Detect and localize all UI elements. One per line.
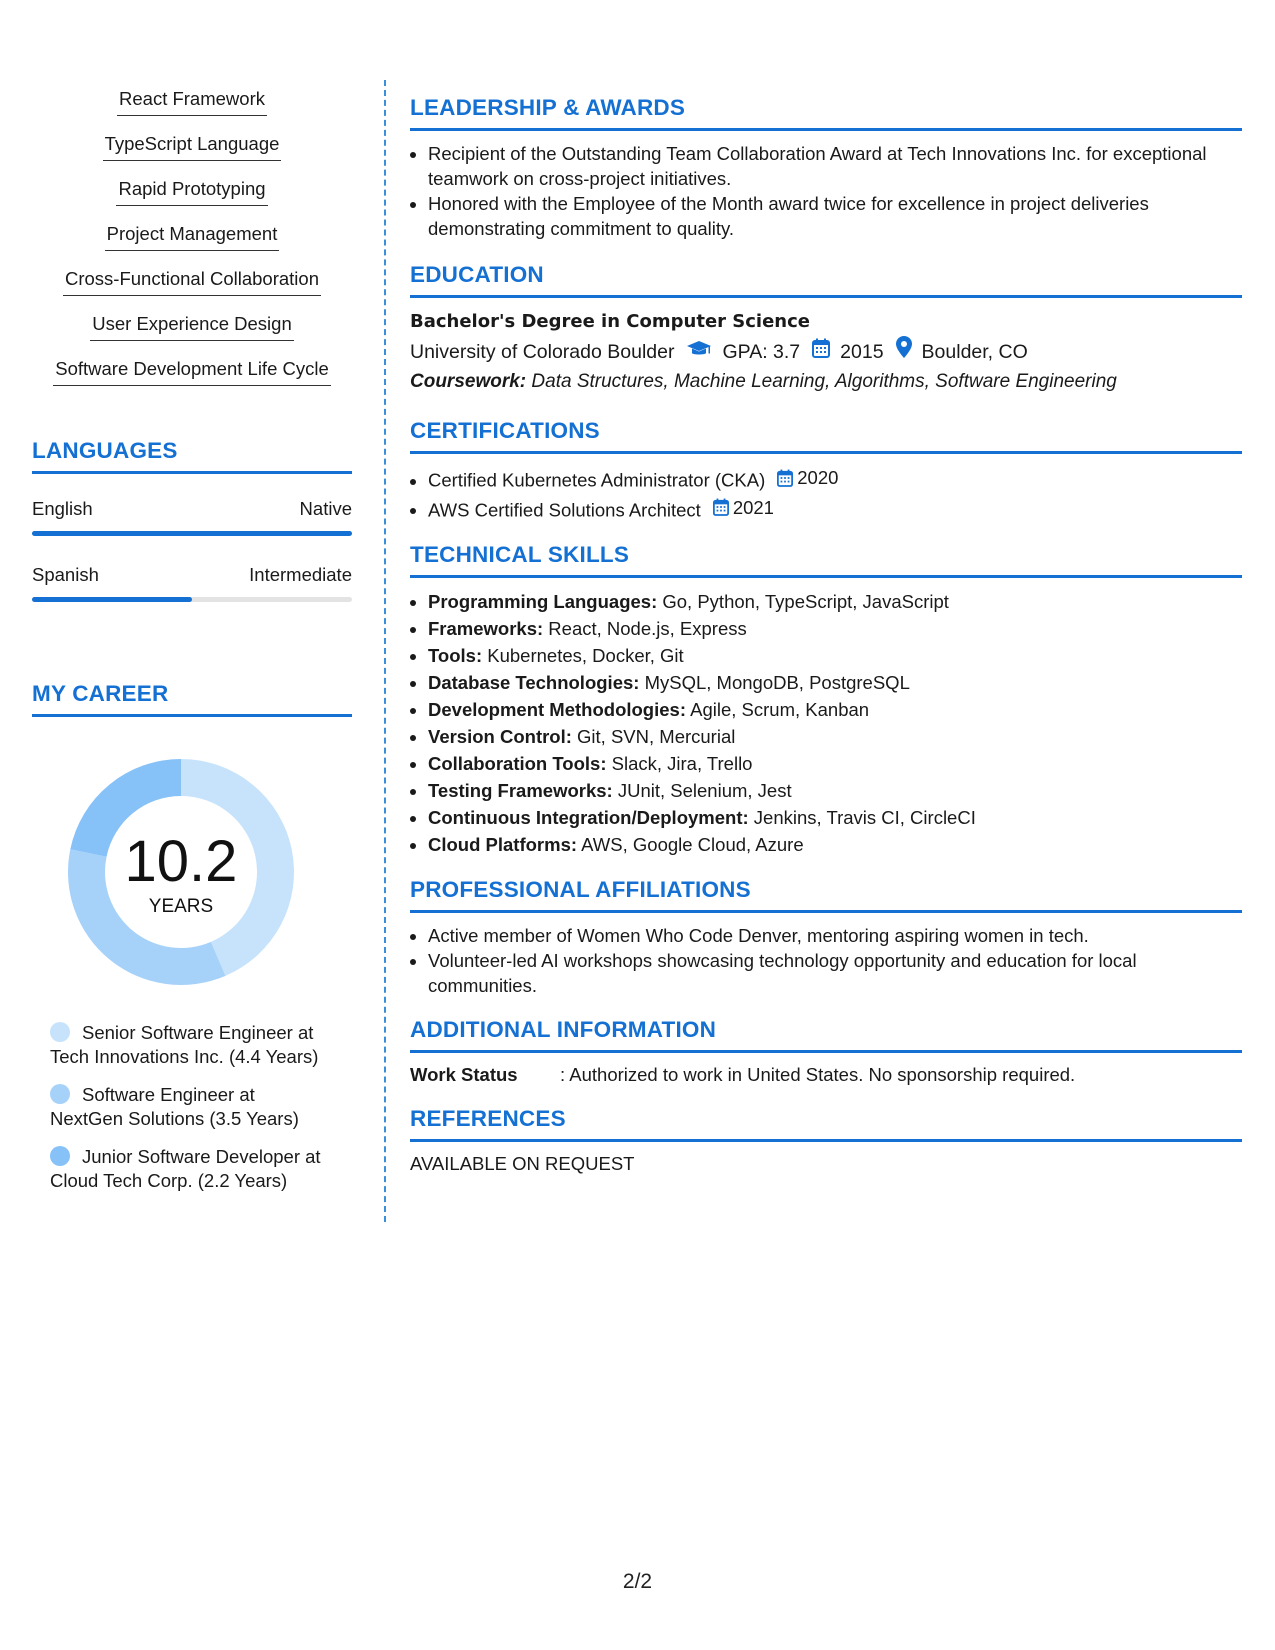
list-item xyxy=(428,723,1242,750)
gpa: GPA: 3.7 xyxy=(722,340,801,363)
technical-skills-list xyxy=(410,588,1242,858)
language-level: Native xyxy=(299,498,352,519)
list-item xyxy=(428,804,1242,831)
career-heading: MY CAREER xyxy=(32,680,352,717)
work-status-row xyxy=(410,1063,1242,1087)
career-legend-item xyxy=(50,1021,350,1069)
skill-item xyxy=(32,311,352,356)
skill-label: Programming Languages: xyxy=(428,591,658,612)
certifications-section xyxy=(410,417,1242,523)
cert-name: AWS Certified Solutions Architect xyxy=(428,499,701,520)
skill-tag: TypeScript Language xyxy=(103,131,282,161)
languages-heading: LANGUAGES xyxy=(32,437,352,474)
skill-label: Development Methodologies: xyxy=(428,699,686,720)
skill-value: Git, SVN, Mercurial xyxy=(577,726,736,747)
career-donut-chart xyxy=(66,757,296,987)
list-item xyxy=(428,588,1242,615)
education-details xyxy=(410,336,1242,367)
list-item xyxy=(428,831,1242,858)
skill-label: Testing Frameworks: xyxy=(428,780,613,801)
list-item xyxy=(428,696,1242,723)
language-proficiency-fill xyxy=(32,597,192,602)
location-pin-icon xyxy=(896,336,912,367)
references-section xyxy=(410,1105,1242,1176)
skill-value: Jenkins, Travis CI, CircleCI xyxy=(753,807,976,828)
skill-label: Continuous Integration/Deployment: xyxy=(428,807,749,828)
leadership-list xyxy=(410,141,1242,241)
technical-skills-section xyxy=(410,541,1242,858)
language-item xyxy=(32,564,352,602)
list-item: • Recipient of the Outstanding Team Collaboration Award at Tech Innovations Inc. for exceptional teamwork on cross-project initiatives. xyxy=(428,141,1242,191)
degree-title: Bachelor's Degree in Computer Science xyxy=(410,311,810,332)
skill-tag: Cross-Functional Collaboration xyxy=(63,266,321,296)
skill-tag: Rapid Prototyping xyxy=(116,176,267,206)
language-proficiency-bar xyxy=(32,531,352,536)
skill-label: Version Control: xyxy=(428,726,572,747)
role-title: Junior Software Developer at xyxy=(82,1146,321,1167)
graduation-cap-icon xyxy=(686,337,712,367)
calendar-icon xyxy=(812,337,830,367)
career-legend-item xyxy=(50,1145,350,1193)
legend-dot xyxy=(50,1146,70,1166)
list-item xyxy=(428,464,1242,494)
cert-year: 2021 xyxy=(732,496,774,518)
education-section xyxy=(410,261,1242,397)
career-total-years: 10.2 xyxy=(124,829,238,894)
skill-item xyxy=(32,131,352,176)
skill-value: Slack, Jira, Trello xyxy=(611,753,753,774)
list-item xyxy=(428,777,1242,804)
affiliations-list xyxy=(410,923,1242,998)
language-item xyxy=(32,498,352,536)
calendar-icon xyxy=(713,498,729,516)
skill-label: Collaboration Tools: xyxy=(428,753,607,774)
additional-heading: ADDITIONAL INFORMATION xyxy=(410,1016,1242,1053)
career-total-unit: YEARS xyxy=(148,896,214,917)
language-level: Intermediate xyxy=(249,564,352,585)
skill-value: Kubernetes, Docker, Git xyxy=(487,645,684,666)
career-legend-item xyxy=(50,1083,350,1131)
list-item: • Active member of Women Who Code Denver, mentoring aspiring women in tech. xyxy=(428,923,1242,948)
skill-item xyxy=(32,221,352,266)
skill-tag: Software Development Life Cycle xyxy=(53,356,331,386)
skill-item xyxy=(32,86,352,131)
left-column xyxy=(32,86,352,1207)
right-column xyxy=(410,94,1242,1190)
skill-label: Frameworks: xyxy=(428,618,544,639)
work-status-label: Work Status xyxy=(410,1064,518,1085)
skill-label: Tools: xyxy=(428,645,483,666)
cert-year: 2020 xyxy=(797,467,839,488)
skill-tag: React Framework xyxy=(117,86,267,116)
calendar-icon xyxy=(777,469,793,487)
references-text: AVAILABLE ON REQUEST xyxy=(410,1153,635,1174)
skill-value: JUnit, Selenium, Jest xyxy=(617,780,792,801)
page-number: 2/2 xyxy=(622,1570,653,1593)
school-name: University of Colorado Boulder xyxy=(410,340,675,363)
list-item: • Volunteer-led AI workshops showcasing technology opportunity and education for local communities. xyxy=(428,948,1242,998)
skill-value: Go, Python, TypeScript, JavaScript xyxy=(662,591,949,612)
legend-dot xyxy=(50,1022,70,1042)
column-divider xyxy=(384,80,386,1222)
list-item xyxy=(428,669,1242,696)
leadership-section xyxy=(410,94,1242,241)
skills-list xyxy=(32,86,352,401)
language-name: English xyxy=(32,498,93,519)
work-status-value: : Authorized to work in United States. No sponsorship required. xyxy=(560,1064,1076,1085)
cert-name: Certified Kubernetes Administrator (CKA) xyxy=(428,469,766,491)
language-proficiency-fill xyxy=(32,531,352,536)
list-item xyxy=(428,494,1242,524)
education-heading: EDUCATION xyxy=(410,261,1242,298)
language-name: Spanish xyxy=(32,564,99,585)
references-heading: REFERENCES xyxy=(410,1105,1242,1142)
list-item xyxy=(428,615,1242,642)
role-title: Software Engineer at xyxy=(82,1084,255,1105)
skill-value: Agile, Scrum, Kanban xyxy=(690,699,870,720)
additional-section xyxy=(410,1016,1242,1087)
skill-tag: Project Management xyxy=(105,221,280,251)
skill-label: Cloud Platforms: xyxy=(428,834,578,855)
skill-item xyxy=(32,176,352,221)
skill-value: AWS, Google Cloud, Azure xyxy=(581,834,804,855)
role-company: NextGen Solutions (3.5 Years) xyxy=(50,1108,299,1129)
skill-label: Database Technologies: xyxy=(428,672,640,693)
certifications-heading: CERTIFICATIONS xyxy=(410,417,1242,454)
list-item xyxy=(428,750,1242,777)
career-legend xyxy=(50,1021,350,1193)
coursework-value: Data Structures, Machine Learning, Algorithms, Software Engineering xyxy=(531,371,1117,392)
coursework-label: Coursework: xyxy=(410,371,527,392)
coursework xyxy=(410,367,1242,397)
skill-tag: User Experience Design xyxy=(90,311,293,341)
graduation-year: 2015 xyxy=(840,340,884,363)
skill-value: React, Node.js, Express xyxy=(548,618,747,639)
role-company: Tech Innovations Inc. (4.4 Years) xyxy=(50,1046,319,1067)
skill-item xyxy=(32,266,352,311)
language-proficiency-bar xyxy=(32,597,352,602)
list-item: • Honored with the Employee of the Month award twice for excellence in project deliveries demonstrating commitment to quality. xyxy=(428,191,1242,241)
role-title: Senior Software Engineer at xyxy=(82,1022,314,1043)
leadership-heading: LEADERSHIP & AWARDS xyxy=(410,94,1242,131)
skill-value: MySQL, MongoDB, PostgreSQL xyxy=(644,672,910,693)
list-item xyxy=(428,642,1242,669)
role-company: Cloud Tech Corp. (2.2 Years) xyxy=(50,1170,288,1191)
certifications-list xyxy=(410,464,1242,523)
affiliations-heading: PROFESSIONAL AFFILIATIONS xyxy=(410,876,1242,913)
technical-skills-heading: TECHNICAL SKILLS xyxy=(410,541,1242,578)
affiliations-section xyxy=(410,876,1242,998)
legend-dot xyxy=(50,1084,70,1104)
skill-item xyxy=(32,356,352,401)
school-location: Boulder, CO xyxy=(921,340,1028,363)
